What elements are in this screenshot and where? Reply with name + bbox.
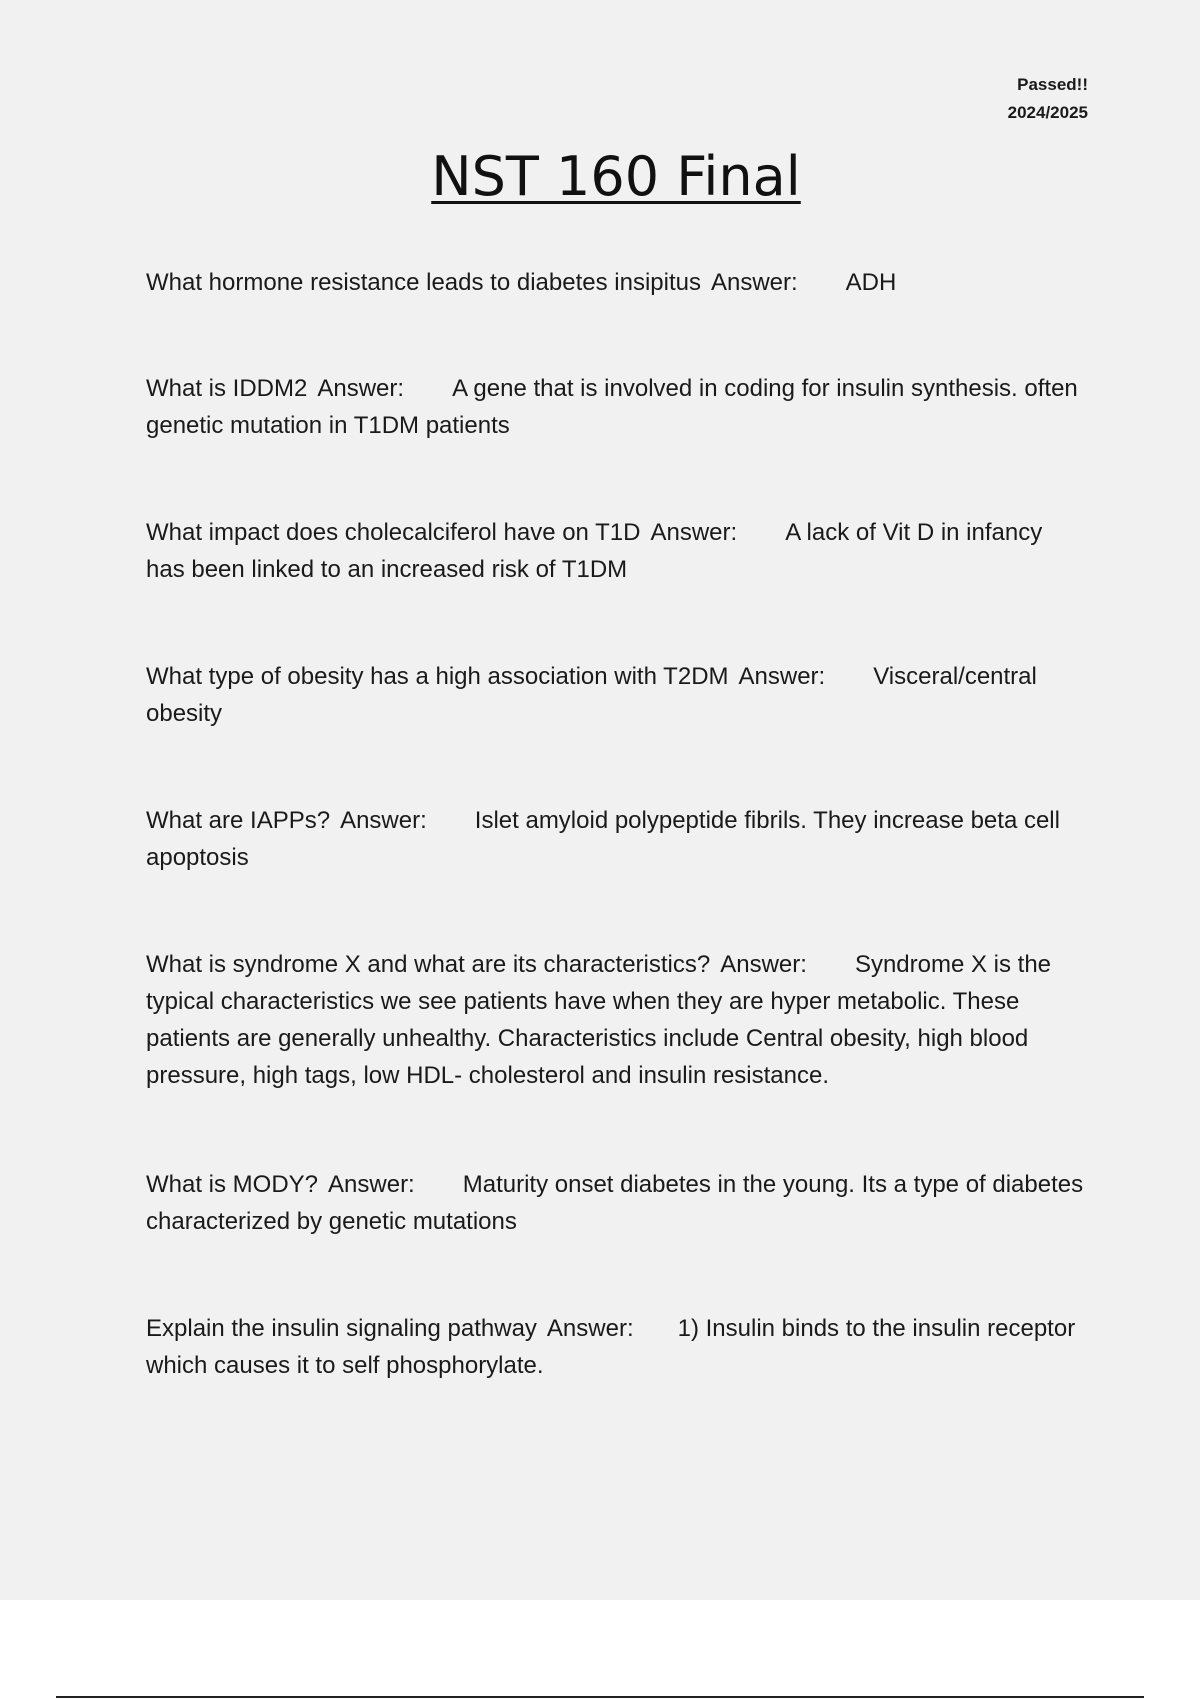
answer-label: Answer: [340, 807, 427, 834]
qa-item-3 [146, 514, 1086, 588]
question-text: What is MODY? [146, 1171, 319, 1198]
qa-item-4 [146, 658, 1086, 732]
status-stamp [1008, 71, 1088, 127]
answer-text: A gene that is involved in coding for insulin synthesis. often genetic mutation in T1DM patients [146, 375, 1078, 439]
qa-item-5 [146, 802, 1086, 876]
answer-text: Maturity onset diabetes in the young. Its a type of diabetes characterized by genetic mutations [146, 1171, 1084, 1235]
answer-text: Islet amyloid polypeptide fibrils. They increase beta cell apoptosis [146, 807, 1060, 871]
question-text: What are IAPPs? [146, 807, 331, 834]
qa-item-1 [146, 264, 1086, 301]
question-text: What hormone resistance leads to diabetes insipitus [146, 269, 701, 296]
qa-item-2 [146, 370, 1086, 444]
answer-text: 1) Insulin binds to the insulin receptor which causes it to self phosphorylate. [146, 1315, 1076, 1379]
qa-item-7 [146, 1166, 1086, 1240]
answer-label: Answer: [546, 1315, 634, 1342]
answer-label: Answer: [738, 663, 826, 690]
answer-label: Answer: [710, 269, 798, 296]
question-text: What is syndrome X and what are its characteristics? [146, 951, 711, 978]
question-text: What is IDDM2 [146, 375, 308, 402]
question-text: What type of obesity has a high association with T2DM [146, 663, 729, 690]
answer-label: Answer: [317, 375, 405, 402]
answer-label: Answer: [720, 951, 807, 978]
qa-item-8 [146, 1310, 1086, 1384]
question-text: What impact does cholecalciferol have on T1D [146, 519, 641, 546]
answer-label: Answer: [650, 519, 738, 546]
year-label: 2024/2025 [1007, 103, 1088, 122]
answer-text: ADH [845, 269, 897, 296]
answer-text: A lack of Vit D in infancy has been linked to an increased risk of T1DM [146, 519, 1043, 583]
qa-item-6 [146, 946, 1086, 1094]
answer-text: Visceral/central obesity [146, 663, 1037, 727]
page-title: NST 160 Final [431, 145, 801, 208]
answer-text: Syndrome X is the typical characteristics we see patients have when they are hyper metabolic. These patients are generally unhealthy. Characteristics include Central obesity, high blood pressure, high tags, low HDL- cholesterol and insulin resistance. [146, 951, 1052, 1089]
footer-divider [56, 1696, 1144, 1698]
passed-label: Passed!! [1017, 75, 1088, 94]
answer-label: Answer: [328, 1171, 415, 1198]
question-text: Explain the insulin signaling pathway [146, 1315, 537, 1342]
